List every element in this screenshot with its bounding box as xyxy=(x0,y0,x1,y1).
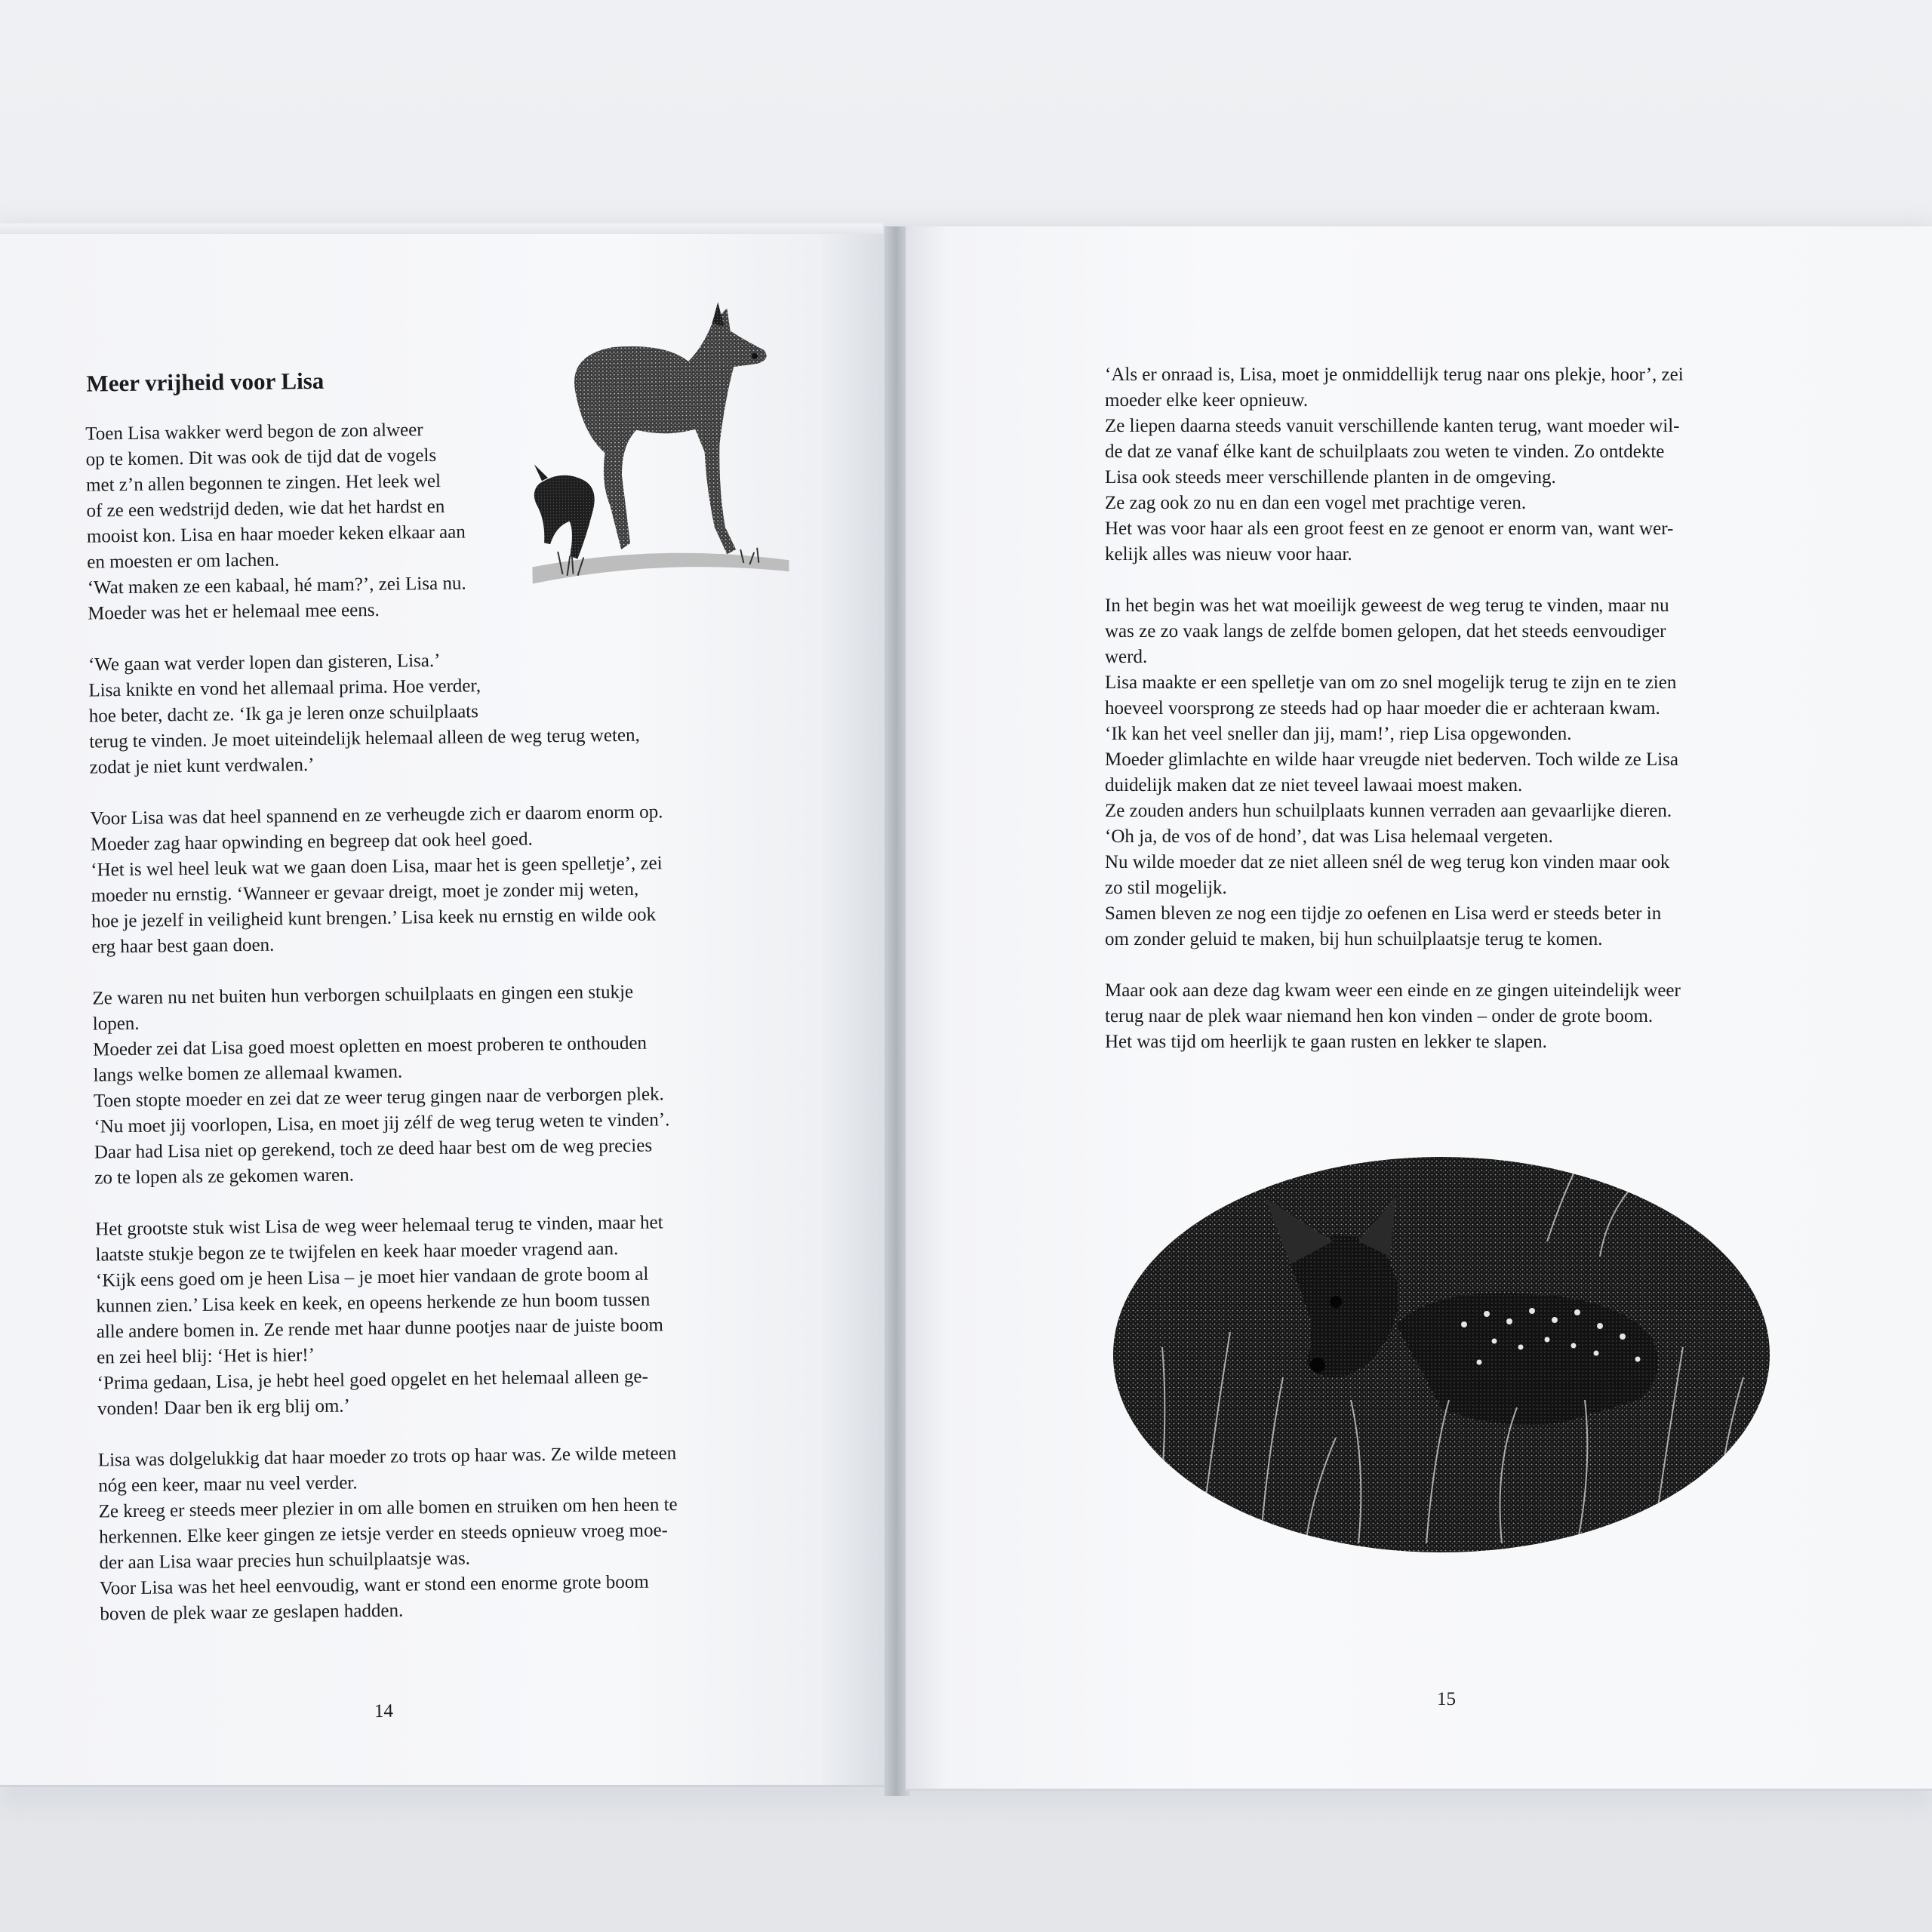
text-line: werd. xyxy=(1105,647,1148,667)
page-number-left: 14 xyxy=(374,1700,394,1722)
text-line: duidelijk maken dat ze niet teveel lawaai moest maken. xyxy=(1105,775,1523,795)
text-line: zo te lopen als ze gekomen waren. xyxy=(94,1164,355,1189)
text-line: Maar ook aan deze dag kwam weer een einde en ze gingen uiteindelijk weer xyxy=(1105,980,1681,1001)
text-line: boven de plek waar ze geslapen hadden. xyxy=(100,1600,404,1625)
text-line: ‘Prima gedaan, Lisa, je hebt heel goed opgelet en het helemaal alleen ge- xyxy=(97,1366,648,1394)
text-line: Ze zouden anders hun schuilplaats kunnen verraden aan gevaarlijke dieren. xyxy=(1105,801,1672,821)
text-line: ‘We gaan wat verder lopen dan gisteren, Lisa.’ xyxy=(88,650,441,675)
text-line: hoeveel voorsprong ze steeds had op haar moeder die er achteraan kwam. xyxy=(1105,698,1660,718)
text-line: of ze een wedstrijd deden, wie dat het hardst en xyxy=(86,496,445,521)
left-page xyxy=(0,234,891,1787)
text-line: Lisa was dolgelukkig dat haar moeder zo trots op haar was. Ze wilde meteen xyxy=(97,1443,677,1471)
text-line: Ze waren nu net buiten hun verborgen schuilplaats en gingen een stukje xyxy=(92,981,634,1009)
text-line: ‘Oh ja, de vos of de hond’, dat was Lisa helemaal vergeten. xyxy=(1105,826,1553,847)
text-line: terug te vinden. Je moet uiteindelijk helemaal alleen de weg terug weten, xyxy=(89,724,640,752)
text-line: ‘Ik kan het veel sneller dan jij, mam!’, riep Lisa opgewonden. xyxy=(1105,724,1572,744)
text-line: ‘Het is wel heel leuk wat we gaan doen Lisa, maar het is geen spelletje’, zei xyxy=(91,853,663,881)
text-line: op te komen. Dit was ook de tijd dat de vogels xyxy=(85,445,437,470)
text-line: langs welke bomen ze allemaal kwamen. xyxy=(93,1061,403,1086)
text-line: ‘Als er onraad is, Lisa, moet je onmiddellijk terug naar ons plekje, hoor’, zei xyxy=(1105,365,1684,385)
text-line: Moeder zag haar opwinding en begreep dat ook heel goed. xyxy=(90,829,533,855)
text-line: moeder nu ernstig. ‘Wanneer er gevaar dreigt, moet je zonder mij weten, xyxy=(91,878,639,906)
text-line: Lisa maakte er een spelletje van om zo snel mogelijk terug te zijn en te zien xyxy=(1105,672,1677,693)
text-line: Lisa knikte en vond het allemaal prima. Hoe verder, xyxy=(88,675,481,701)
text-line: met z’n allen begonnen te zingen. Het leek wel xyxy=(85,470,441,496)
text-line: Moeder was het er helemaal mee eens. xyxy=(87,599,380,624)
text-line: Lisa ook steeds meer verschillende planten in de omgeving. xyxy=(1105,467,1556,488)
chapter-title: Meer vrijheid voor Lisa xyxy=(86,367,325,397)
text-line: Toen stopte moeder en zei dat ze weer terug gingen naar de verborgen plek. xyxy=(93,1084,664,1112)
text-line: kelijk alles was nieuw voor haar. xyxy=(1105,544,1352,565)
fawn-in-grass-icon xyxy=(1109,1151,1774,1558)
text-line: Voor Lisa was dat heel spannend en ze verheugde zich er daarom enorm op. xyxy=(90,801,663,829)
text-line: hoe je jezelf in veiligheid kunt brengen.’ Lisa keek nu ernstig en wilde ook xyxy=(91,904,657,932)
right-page xyxy=(906,226,1932,1791)
left-page-content xyxy=(0,234,891,1785)
text-line: vonden! Daar ben ik erg blij om.’ xyxy=(97,1395,351,1420)
text-line: om zonder geluid te maken, bij hun schuilplaatsje terug te komen. xyxy=(1105,929,1603,949)
text-line: Het was voor haar als een groot feest en ze genoot er enorm van, want wer- xyxy=(1105,518,1674,539)
text-line: Voor Lisa was het heel eenvoudig, want er stond een enorme grote boom xyxy=(99,1571,649,1599)
page-number-right: 15 xyxy=(1437,1689,1456,1709)
text-line: In het begin was het wat moeilijk geweest de weg terug te vinden, maar nu xyxy=(1105,595,1669,616)
text-line: Ze liepen daarna steeds vanuit verschillende kanten terug, want moeder wil- xyxy=(1105,416,1680,436)
text-line: moeder elke keer opnieuw. xyxy=(1105,390,1309,411)
text-line: alle andere bomen in. Ze rende met haar dunne pootjes naar de juiste boom xyxy=(96,1315,664,1343)
text-line: hoe beter, dacht ze. ‘Ik ga je leren onze schuilplaats xyxy=(88,701,479,727)
text-line: Ze zag ook zo nu en dan een vogel met prachtige veren. xyxy=(1105,493,1527,513)
text-line: terug naar de plek waar niemand hen kon vinden – onder de grote boom. xyxy=(1105,1006,1654,1026)
text-line: zodat je niet kunt verdwalen.’ xyxy=(89,754,315,778)
text-line: lopen. xyxy=(92,1013,140,1035)
text-line: nóg een keer, maar nu veel verder. xyxy=(98,1472,358,1497)
text-line: ‘Nu moet jij voorlopen, Lisa, en moet jij zélf de weg terug weten te vinden’. xyxy=(94,1109,670,1137)
text-line: en zei heel blij: ‘Het is hier!’ xyxy=(97,1345,315,1368)
text-line: Ze kreeg er steeds meer plezier in om alle bomen en struiken om hen heen te xyxy=(98,1494,678,1522)
text-line: Het grootste stuk wist Lisa de weg weer helemaal terug te vinden, maar het xyxy=(94,1212,663,1240)
text-line: Samen bleven ze nog een tijdje zo oefenen en Lisa werd er steeds beter in xyxy=(1105,903,1662,924)
left-paragraph-1 xyxy=(85,414,679,1627)
text-line: Het was tijd om heerlijk te gaan rusten en lekker te slapen. xyxy=(1105,1032,1547,1052)
text-line: mooist kon. Lisa en haar moeder keken elkaar aan xyxy=(86,521,466,547)
text-line: Moeder zei dat Lisa goed moest opletten en moest proberen te onthouden xyxy=(93,1032,648,1060)
text-line: der aan Lisa waar precies hun schuilplaatsje was. xyxy=(99,1548,471,1574)
text-line: herkennen. Elke keer gingen ze ietsje verder en steeds opnieuw vroeg moe- xyxy=(98,1520,669,1548)
text-line: erg haar best gaan doen. xyxy=(91,934,275,958)
text-line: Moeder glimlachte en wilde haar vreugde niet bederven. Toch wilde ze Lisa xyxy=(1105,749,1678,770)
text-line: de dat ze vanaf élke kant de schuilplaats zou weten te vinden. Zo ontdekte xyxy=(1105,441,1665,462)
text-line: en moesten er om lachen. xyxy=(87,549,280,573)
text-line: kunnen zien.’ Lisa keek en keek, en opeens herkende ze hun boom tussen xyxy=(96,1289,651,1317)
text-line: Toen Lisa wakker werd begon de zon alweer xyxy=(85,420,423,445)
text-line: was ze zo vaak langs de zelfde bomen gelopen, dat het steeds eenvoudiger xyxy=(1105,621,1666,641)
text-line: ‘Kijk eens goed om je heen Lisa – je moet hier vandaan de grote boom al xyxy=(95,1263,649,1291)
text-line: Nu wilde moeder dat ze niet alleen snél de weg terug kon vinden maar ook xyxy=(1105,852,1670,872)
text-line: ‘Wat maken ze een kabaal, hé mam?’, zei Lisa nu. xyxy=(87,573,466,598)
text-line: laatste stukje begon ze te twijfelen en keek haar moeder vragend aan. xyxy=(95,1238,619,1266)
text-line: Daar had Lisa niet op gerekend, toch ze deed haar best om de weg precies xyxy=(94,1135,653,1163)
right-paragraph-block xyxy=(1105,362,1684,1055)
text-line: zo stil mogelijk. xyxy=(1105,878,1227,898)
